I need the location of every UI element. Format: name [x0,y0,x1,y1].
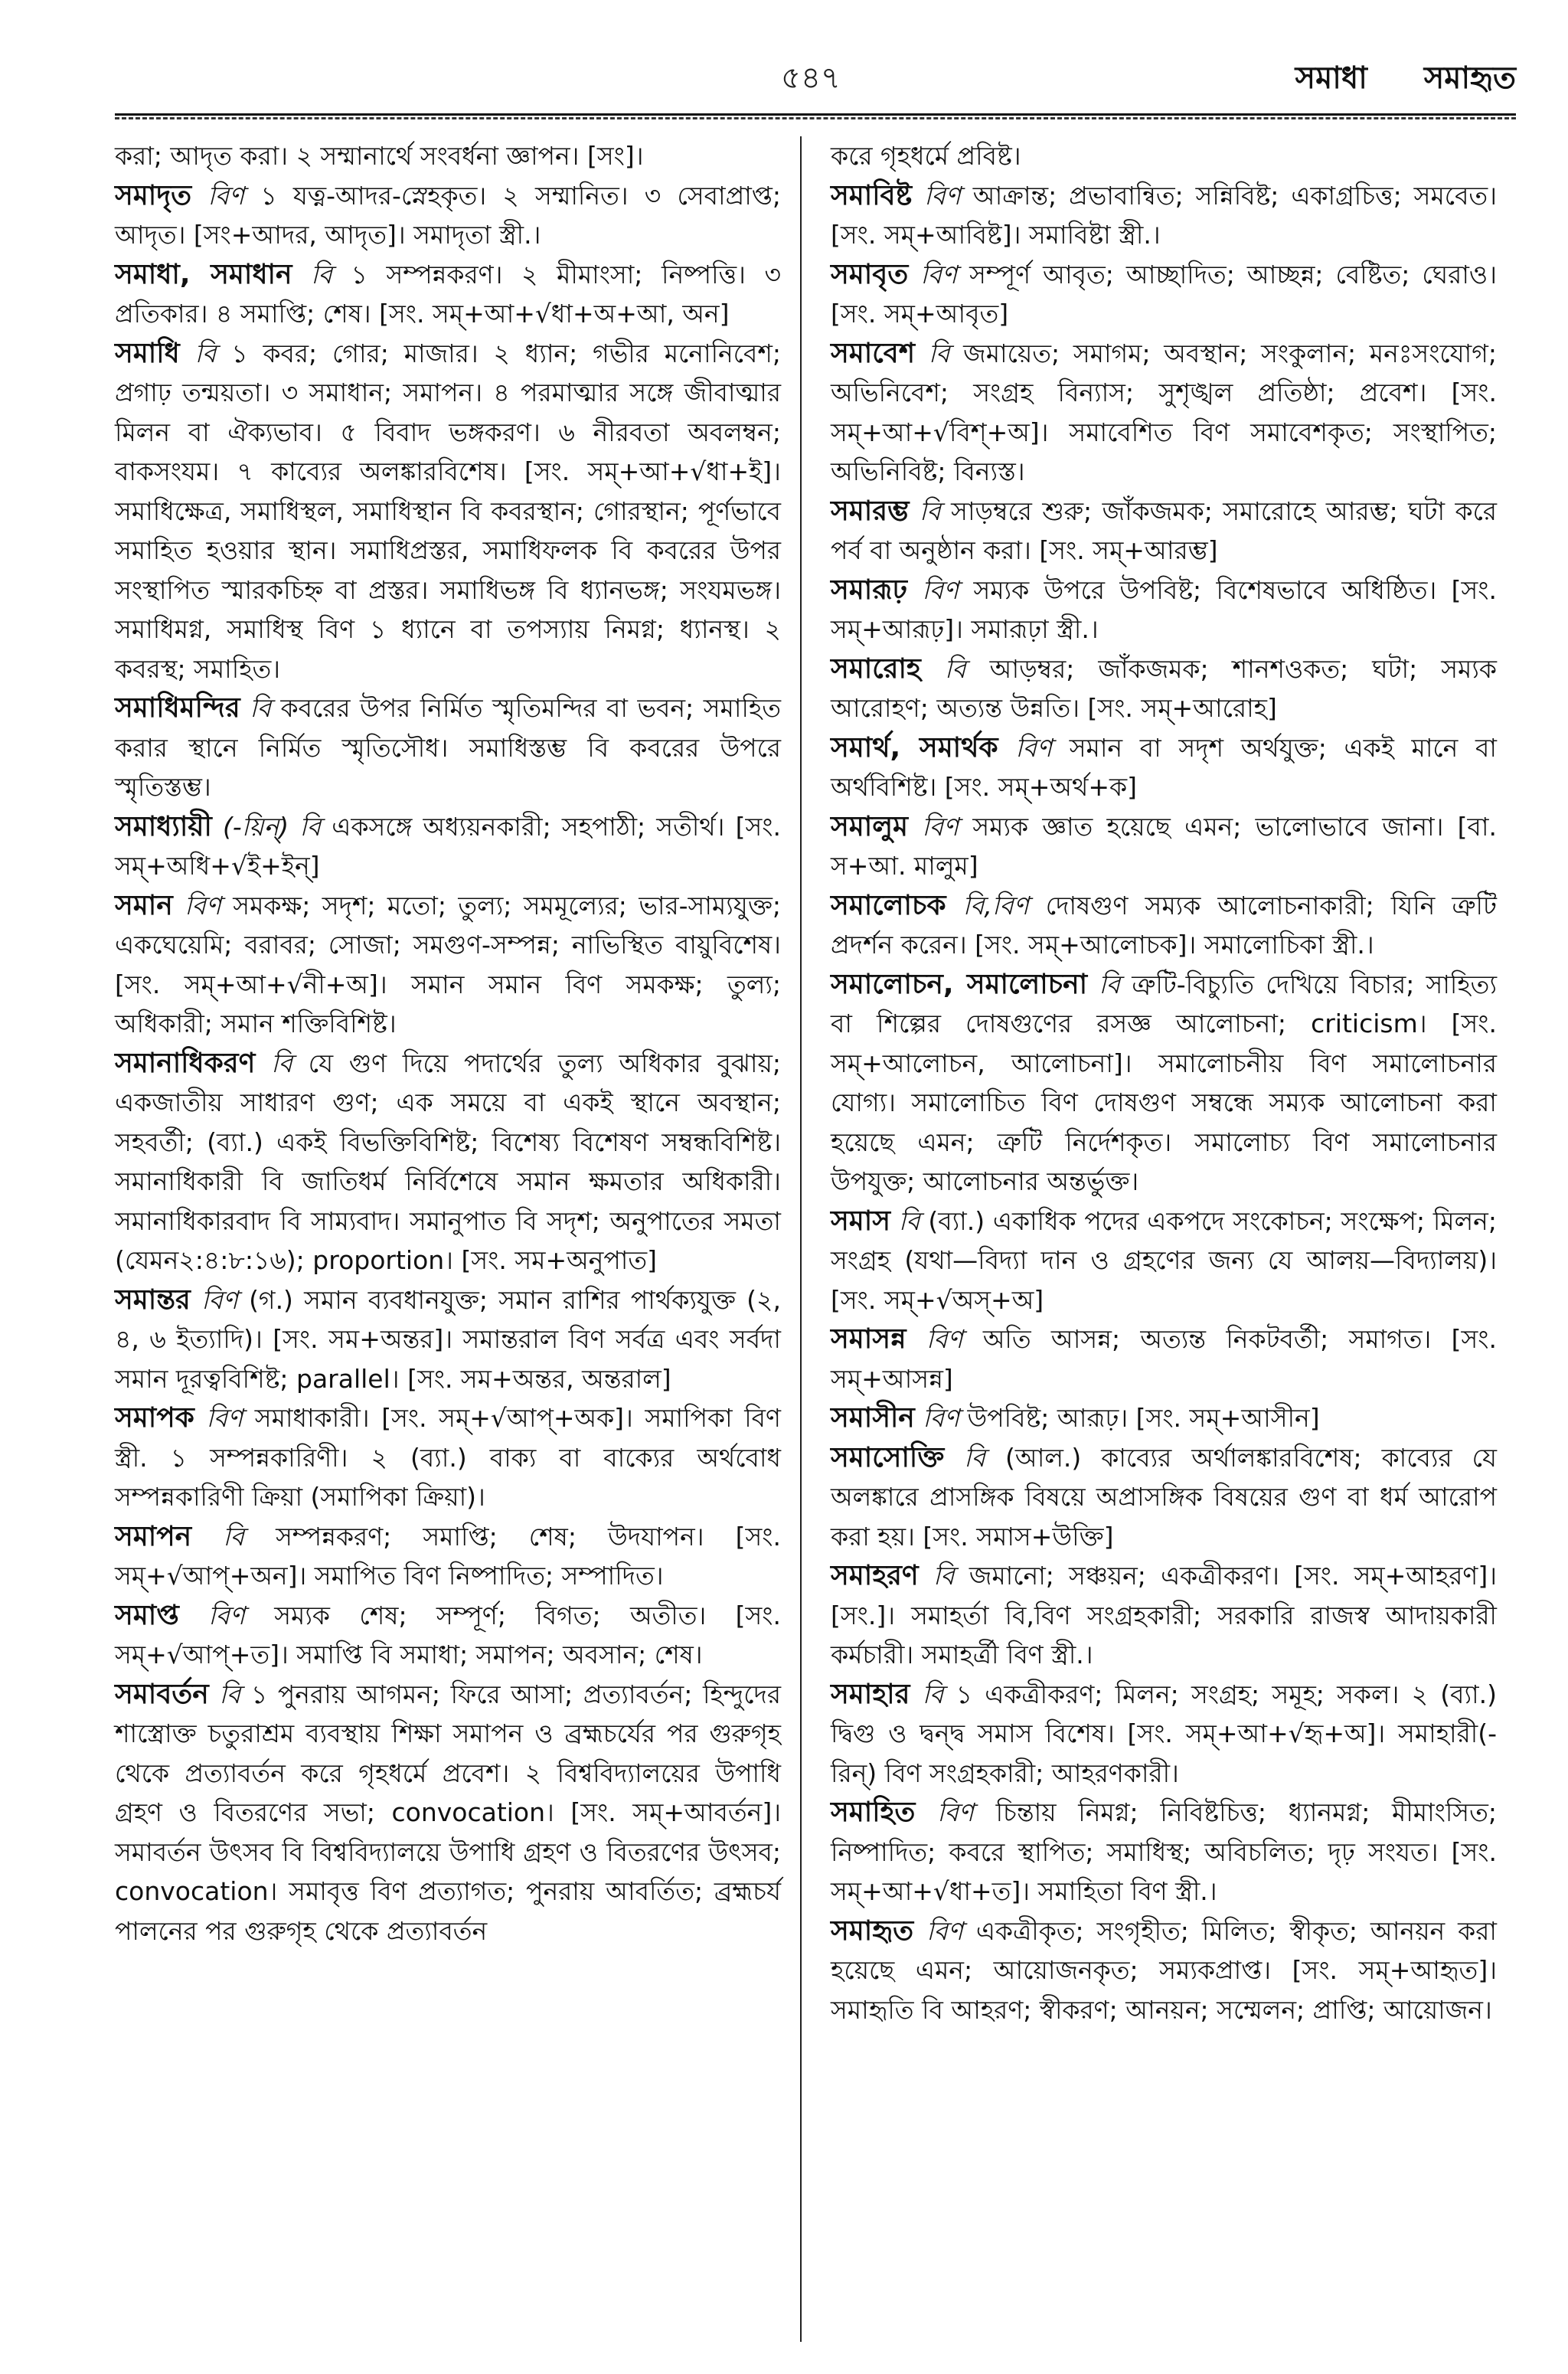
entry-headword: সমাপন [115,1520,192,1552]
entry-definition: জমানো; সঞ্চয়ন; একত্রীকরণ। [সং. সম্+আহরণ]। [সং.]। সমাহর্তা বি,বিণ সংগ্রহকারী; সরকারি রাজস্ব আদায়কারী কর্মচারী। সমাহর্ত্রী বিণ স্ত্রী.। [831,1561,1497,1669]
entry-definition: ১ কবর; গোর; মাজার। ২ ধ্যান; গভীর মনোনিবেশ; প্রগাঢ় তন্ময়তা। ৩ সমাধান; সমাপন। ৪ পরমাত্মার সঙ্গে জীবাত্মার মিলন বা ঐক্যভাব। ৫ বিবাদ ভঙ্গকরণ। ৬ নীরবতা অবলম্বন; বাকসংযম। ৭ কাব্যের অলঙ্কারবিশেষ। [সং. সম্+আ+√ধা+ই]। সমাধিক্ষেত্র, সমাধিস্থল, সমাধিস্থান বি কবরস্থান; গোরস্থান; পূর্ণভাবে সমাহিত হওয়ার স্থান। সমাধিপ্রস্তর, সমাধিফলক বি কবরের উপর সংস্থাপিত স্মারকচিহ্ন বা প্রস্তর। সমাধিভঙ্গ বি ধ্যানভঙ্গ; সংযমভঙ্গ। সমাধিমগ্ন, সমাধিস্থ বিণ ১ ধ্যানে বা তপস্যায় নিমগ্ন; ধ্যানস্থ। ২ কবরস্থ; সমাহিত। [115,338,781,684]
entry-headword: সমাসীন [831,1402,915,1434]
entry-part-of-speech: বি [928,338,950,368]
entry-definition: (আল.) কাব্যের অর্থালঙ্কারবিশেষ; কাব্যের যে অলঙ্কারে প্রাসঙ্গিক বিষয়ে অপ্রাসঙ্গিক বিষয়ের গুণ বা ধর্ম আরোপ করা হয়। [সং. সমাস+উক্তি] [831,1442,1497,1552]
entry-definition: অতি আসন্ন; অত্যন্ত নিকটবর্তী; সমাগত। [সং. সম্+আসন্ন] [831,1324,1497,1394]
dictionary-entry [831,728,1497,807]
entry-headword: সমানাধিকরণ [115,1047,256,1079]
entry-part-of-speech: বি [194,338,217,368]
entry-headword: সমাসন্ন [831,1323,906,1355]
entry-part-of-speech: বিণ [185,890,221,920]
entry-definition: জমায়েত; সমাগম; অবস্থান; সংকুলান; মনঃসংযোগ; অভিনিবেশ; সংগ্রহ বিন্যাস; সুশৃঙ্খল প্রতিষ্ঠা; প্রবেশ। [সং. সম্+আ+√বিশ্+অ]। সমাবেশিত বিণ সমাবেশকৃত; সংস্থাপিত; অভিনিবিষ্ট; বিন্যস্ত। [831,338,1498,486]
entry-definition: সাড়ম্বরে শুরু; জাঁকজমক; সমারোহে আরম্ভ; ঘটা করে পর্ব বা অনুষ্ঠান করা। [সং. সম্+আরম্ভ] [831,495,1498,565]
entry-definition: সম্পূর্ণ আবৃত; আচ্ছাদিত; আচ্ছন্ন; বেষ্টিত; ঘেরাও। [সং. সম্+আবৃত] [831,259,1497,329]
dictionary-entry [831,1398,1497,1438]
entry-part-of-speech: (-য়িন্) বি [222,811,322,842]
entry-part-of-speech: বি [219,1679,241,1709]
dictionary-entry [115,255,781,334]
entry-headword: সমাহিত [831,1797,916,1828]
entry-headword: সমাদৃত [115,179,192,211]
entry-definition: ১ একত্রীকরণ; মিলন; সংগ্রহ; সমূহ; সকল। ২ (ব্যা.) দ্বিগু ও দ্বন্দ্ব সমাস বিশেষ। [সং. সম্+আ+√হৃ+অ]। সমাহারী(-রিন্) বিণ সংগ্রহকারী; আহরণকারী। [831,1679,1497,1788]
entry-definition: সমাধাকারী। [সং. সম্+√আপ্+অক]। সমাপিকা বিণ স্ত্রী. ১ সম্পন্নকারিণী। ২ (ব্যা.) বাক্য বা বাক্যের অর্থবোধ সম্পন্নকারিণী ক্রিয়া (সমাপিকা ক্রিয়া)। [115,1403,781,1512]
entry-headword: সমাপ্ত [115,1599,179,1631]
entry-definition: একত্রীকৃত; সংগৃহীত; মিলিত; স্বীকৃত; আনয়ন করা হয়েছে এমন; আয়োজনকৃত; সম্যকপ্রাপ্ত। [সং. সম্+আহৃত]। সমাহৃতি বি আহরণ; স্বীকরণ; আনয়ন; সম্মেলন; প্রাপ্তি; আয়োজন। [831,1915,1497,2025]
entry-headword: সমাবৃত [831,258,909,290]
dictionary-entry [831,492,1497,571]
entry-part-of-speech: বি [223,1521,245,1552]
entry-part-of-speech: বিণ [920,259,958,289]
entry-definition: সমকক্ষ; সদৃশ; মতো; তুল্য; সমমূল্যের; ভার-সাম্যযুক্ত; একঘেয়েমি; বরাবর; সোজা; সমগুণ-সম্পন্ন; নাভিস্থিত বায়ুবিশেষ। [সং. সম্+আ+√নী+অ]। সমান সমান বিণ সমকক্ষ; তুল্য; অধিকারী; সমান শক্তিবিশিষ্ট। [115,890,781,1038]
dictionary-entry [831,1793,1497,1911]
dictionary-entry [831,1438,1497,1557]
entry-headword: সমার্থ, সমার্থক [831,731,998,764]
entry-definition: আক্রান্ত; প্রভাবান্বিত; সন্নিবিষ্ট; একাগ্রচিত্ত; সমবেত। [সং. সম্+আবিষ্ট]। সমাবিষ্টা স্ত্রী.। [831,180,1497,250]
entry-definition: যে গুণ দিয়ে পদার্থের তুল্য অধিকার বুঝায়; একজাতীয় সাধারণ গুণ; এক সময়ে বা একই স্থানে অবস্থান; সহবর্তী; (ব্যা.) একই বিভক্তিবিশিষ্ট; বিশেষ্য বিশেষণ সম্বন্ধবিশিষ্ট। সমানাধিকারী বি জাতিধর্ম নির্বিশেষে সমান ক্ষমতার অধিকারী। সমানাধিকারবাদ বি সাম্যবাদ। সমানুপাত বি সদৃশ; অনুপাতের সমতা (যেমন২:৪:৮:১৬); proportion। [সং. সম+অনুপাত] [115,1048,782,1275]
page-header [115,54,1516,100]
entry-headword: সমান [115,889,173,921]
dictionary-entry [831,255,1497,334]
dictionary-entry [831,1202,1497,1320]
entry-part-of-speech: বিণ [924,180,961,211]
page-number: ৫৪৭ [781,60,841,96]
dictionary-entry [831,1911,1497,2030]
dictionary-entry [831,136,1497,176]
dictionary-entry [115,1280,781,1399]
header-rule [115,113,1516,119]
entry-definition: সমান বা সদৃশ অর্থযুক্ত; একই মানে বা অর্থবিশিষ্ট। [সং. সম্+অর্থ+ক] [831,732,1497,802]
right-column [831,136,1497,2029]
entry-part-of-speech: বিণ [923,1403,960,1433]
entry-headword: সমাবর্তন [115,1678,209,1710]
dictionary-entry [115,176,781,255]
entry-headword: সমাস [831,1205,890,1237]
entry-part-of-speech: বি,বিণ [962,890,1029,920]
dictionary-entry [831,176,1497,255]
dictionary-entry [115,886,781,1044]
entry-definition: (গ.) সমান ব্যবধানযুক্ত; সমান রাশির পার্থক্যযুক্ত (২, ৪, ৬ ইত্যাদি)। [সং. সম+অন্তর]। সমান্তরাল বিণ সর্বত্র এবং সর্বদা সমান দূরত্ববিশিষ্ট; parallel। [সং. সম+অন্তর, অন্তরাল] [115,1284,782,1394]
entry-part-of-speech: বি [271,1048,292,1078]
entry-definition: সম্যক জ্ঞাত হয়েছে এমন; ভালোভাবে জানা। [বা. স+আ. মালুম] [831,811,1497,881]
entry-headword: সমাধ্যায়ী [115,810,212,842]
entry-part-of-speech: বিণ [206,1403,243,1433]
entry-headword: সমাবিষ্ট [831,179,913,211]
entry-part-of-speech: বি [250,693,271,723]
entry-definition: কবরের উপর নির্মিত স্মৃতিমন্দির বা ভবন; সমাহিত করার স্থানে নির্মিত স্মৃতিসৌধ। সমাধিস্তম্ভ বি কবরের উপরে স্মৃতিস্তম্ভ। [115,693,781,802]
entry-part-of-speech: বিণ [201,1284,238,1315]
entry-headword: সমাসোক্তি [831,1441,945,1473]
entry-definition: সম্যক শেষ; সম্পূর্ণ; বিগত; অতীত। [সং. সম্+√আপ্+ত]। সমাপ্তি বি সমাধা; সমাপন; অবসান; শেষ। [115,1600,781,1669]
entry-part-of-speech: বি [922,1679,944,1709]
dictionary-entry [831,886,1497,965]
dictionary-entry [831,571,1497,649]
dictionary-entry [831,649,1497,728]
entry-definition: ১ যত্ন-আদর-স্নেহকৃত। ২ সম্মানিত। ৩ সেবাপ্রাপ্ত; আদৃত। [সং+আদর, আদৃত]। সমাদৃতা স্ত্রী.। [115,180,782,250]
entry-headword: সমারম্ভ [831,495,910,527]
guide-word-last: সমাহৃত [1423,60,1516,96]
entry-part-of-speech: বি [1099,969,1121,999]
entry-definition: ১ সম্পন্নকরণ। ২ মীমাংসা; নিষ্পত্তি। ৩ প্রতিকার। ৪ সমাপ্তি; শেষ। [সং. সম্+আ+√ধা+অ+আ, অন] [115,259,781,329]
entry-definition: (ব্যা.) একাধিক পদের একপদে সংকোচন; সংক্ষেপ; মিলন; সংগ্রহ (যথা—বিদ্যা দান ও গ্রহণের জন্য যে আলয়—বিদ্যালয়)। [সং. সম্+√অস্+অ] [831,1205,1497,1315]
entry-headword: সমাধিমন্দির [115,692,240,724]
dictionary-entry [115,334,781,689]
entry-part-of-speech: বিণ [926,1915,963,1946]
entry-definition: চিন্তায় নিমগ্ন; নিবিষ্টচিত্ত; ধ্যানমগ্ন; মীমাংসিত; নিষ্পাদিত; কবরে স্থাপিত; সমাধিস্থ; অবিচলিত; দৃঢ় সংযত। [সং. সম্+আ+√ধা+ত]। সমাহিতা বিণ স্ত্রী.। [831,1797,1497,1906]
dictionary-entry [831,965,1497,1202]
guide-words [1295,54,1516,105]
dictionary-entry [115,1517,781,1596]
entry-definition: ১ পুনরায় আগমন; ফিরে আসা; প্রত্যাবর্তন; হিন্দুদের শাস্ত্রোক্ত চতুরাশ্রম ব্যবস্থায় শিক্ষা সমাপন ও ব্রহ্মচর্যের পর গুরুগৃহ থেকে প্রত্যাবর্তন করে গৃহধর্মে প্রবেশ। ২ বিশ্ববিদ্যালয়ের উপাধি গ্রহণ ও বিতরণের সভা; convocation। [সং. সম্+আবর্তন]। সমাবর্তন উৎসব বি বিশ্ববিদ্যালয়ে উপাধি গ্রহণ ও বিতরণের উৎসব; convocation। সমাবৃত্ত বিণ প্রত্যাগত; পুনরায় আবর্তিত; ব্রহ্মচর্য পালনের পর গুরুগৃহ থেকে প্রত্যাবর্তন [115,1679,781,1946]
entry-part-of-speech: বিণ [922,574,959,605]
entry-part-of-speech: বিণ [208,1600,245,1630]
entry-headword: সমাহৃত [831,1915,914,1947]
dictionary-entry [831,1675,1497,1794]
dictionary-entry [831,334,1497,492]
entry-headword: সমাপক [115,1402,194,1434]
entry-definition: করা; আদৃত করা। ২ সম্মানার্থে সংবর্ধনা জ্ঞাপন। [সং]। [115,141,644,171]
entry-definition: আড়ম্বর; জাঁকজমক; শানশওকত; ঘটা; সম্যক আরোহণ; অত্যন্ত উন্নতি। [সং. সম্+আরোহ] [831,653,1497,723]
entry-part-of-speech: বি [311,259,332,289]
entry-definition: করে গৃহধর্মে প্রবিষ্ট। [831,141,1021,171]
entry-part-of-speech: বিণ [926,1324,963,1354]
guide-word-first: সমাধা [1295,60,1367,96]
dictionary-entry [831,1556,1497,1675]
entry-headword: সমান্তর [115,1283,191,1316]
dictionary-entry [115,1398,781,1517]
entry-part-of-speech: বি [898,1205,920,1236]
entry-definition: সম্পন্নকরণ; সমাপ্তি; শেষ; উদযাপন। [সং. সম্+√আপ্+অন]। সমাপিত বিণ নিষ্পাদিত; সম্পাদিত। [115,1521,781,1591]
dictionary-entry [115,1675,781,1951]
dictionary-entry [115,1596,781,1675]
entry-definition: উপবিষ্ট; আরূঢ়। [সং. সম্+আসীন] [967,1403,1320,1433]
entry-headword: সমালুম [831,810,909,842]
dictionary-entry [831,807,1497,886]
entry-part-of-speech: বিণ [207,180,245,211]
entry-part-of-speech: বি [944,653,966,684]
entry-definition: দোষগুণ সম্যক আলোচনাকারী; যিনি ত্রুটি প্রদর্শন করেন। [সং. সম্+আলোচক]। সমালোচিকা স্ত্রী.। [831,890,1497,960]
entry-part-of-speech: বিণ [1015,732,1053,763]
column-divider [800,136,802,2342]
dictionary-entry [115,136,781,176]
entry-part-of-speech: বি [933,1561,955,1591]
dictionary-entry [115,688,781,807]
entry-headword: সমাহরণ [831,1560,919,1591]
entry-part-of-speech: বি [964,1442,985,1473]
left-column [115,136,781,1951]
entry-definition: একসঙ্গে অধ্যয়নকারী; সহপাঠী; সতীর্থ। [সং. সম্+অধি+√ই+ইন্] [115,811,781,881]
entry-headword: সমালোচন, সমালোচনা [831,968,1088,1000]
dictionary-entry [831,1319,1497,1398]
entry-headword: সমাধি [115,337,180,369]
entry-headword: সমাধা, সমাধান [115,258,292,290]
entry-headword: সমারোহ [831,652,921,685]
dictionary-entry [115,807,781,886]
entry-headword: সমাহার [831,1678,910,1710]
dictionary-entry [115,1044,781,1280]
entry-definition: ত্রুটি-বিচ্যুতি দেখিয়ে বিচার; সাহিত্য বা শিল্পের দোষগুণের রসজ্ঞ আলোচনা; criticism। [সং. সম্+আলোচন, আলোচনা]। সমালোচনীয় বিণ সমালোচনার যোগ্য। সমালোচিত বিণ দোষগুণ সম্বন্ধে সম্যক আলোচনা করা হয়েছে এমন; ত্রুটি নির্দেশকৃত। সমালোচ্য বিণ সমালোচনার উপযুক্ত; আলোচনার অন্তর্ভুক্ত। [831,969,1498,1196]
entry-headword: সমাবেশ [831,337,916,369]
entry-part-of-speech: বিণ [937,1797,974,1827]
entry-part-of-speech: বিণ [922,811,959,842]
entry-headword: সমালোচক [831,889,946,921]
entry-definition: সম্যক উপরে উপবিষ্ট; বিশেষভাবে অধিষ্ঠিত। [সং. সম্+আরূঢ়]। সমারূঢ়া স্ত্রী.। [831,574,1497,644]
entry-headword: সমারূঢ় [831,574,908,606]
entry-part-of-speech: বি [919,495,941,526]
